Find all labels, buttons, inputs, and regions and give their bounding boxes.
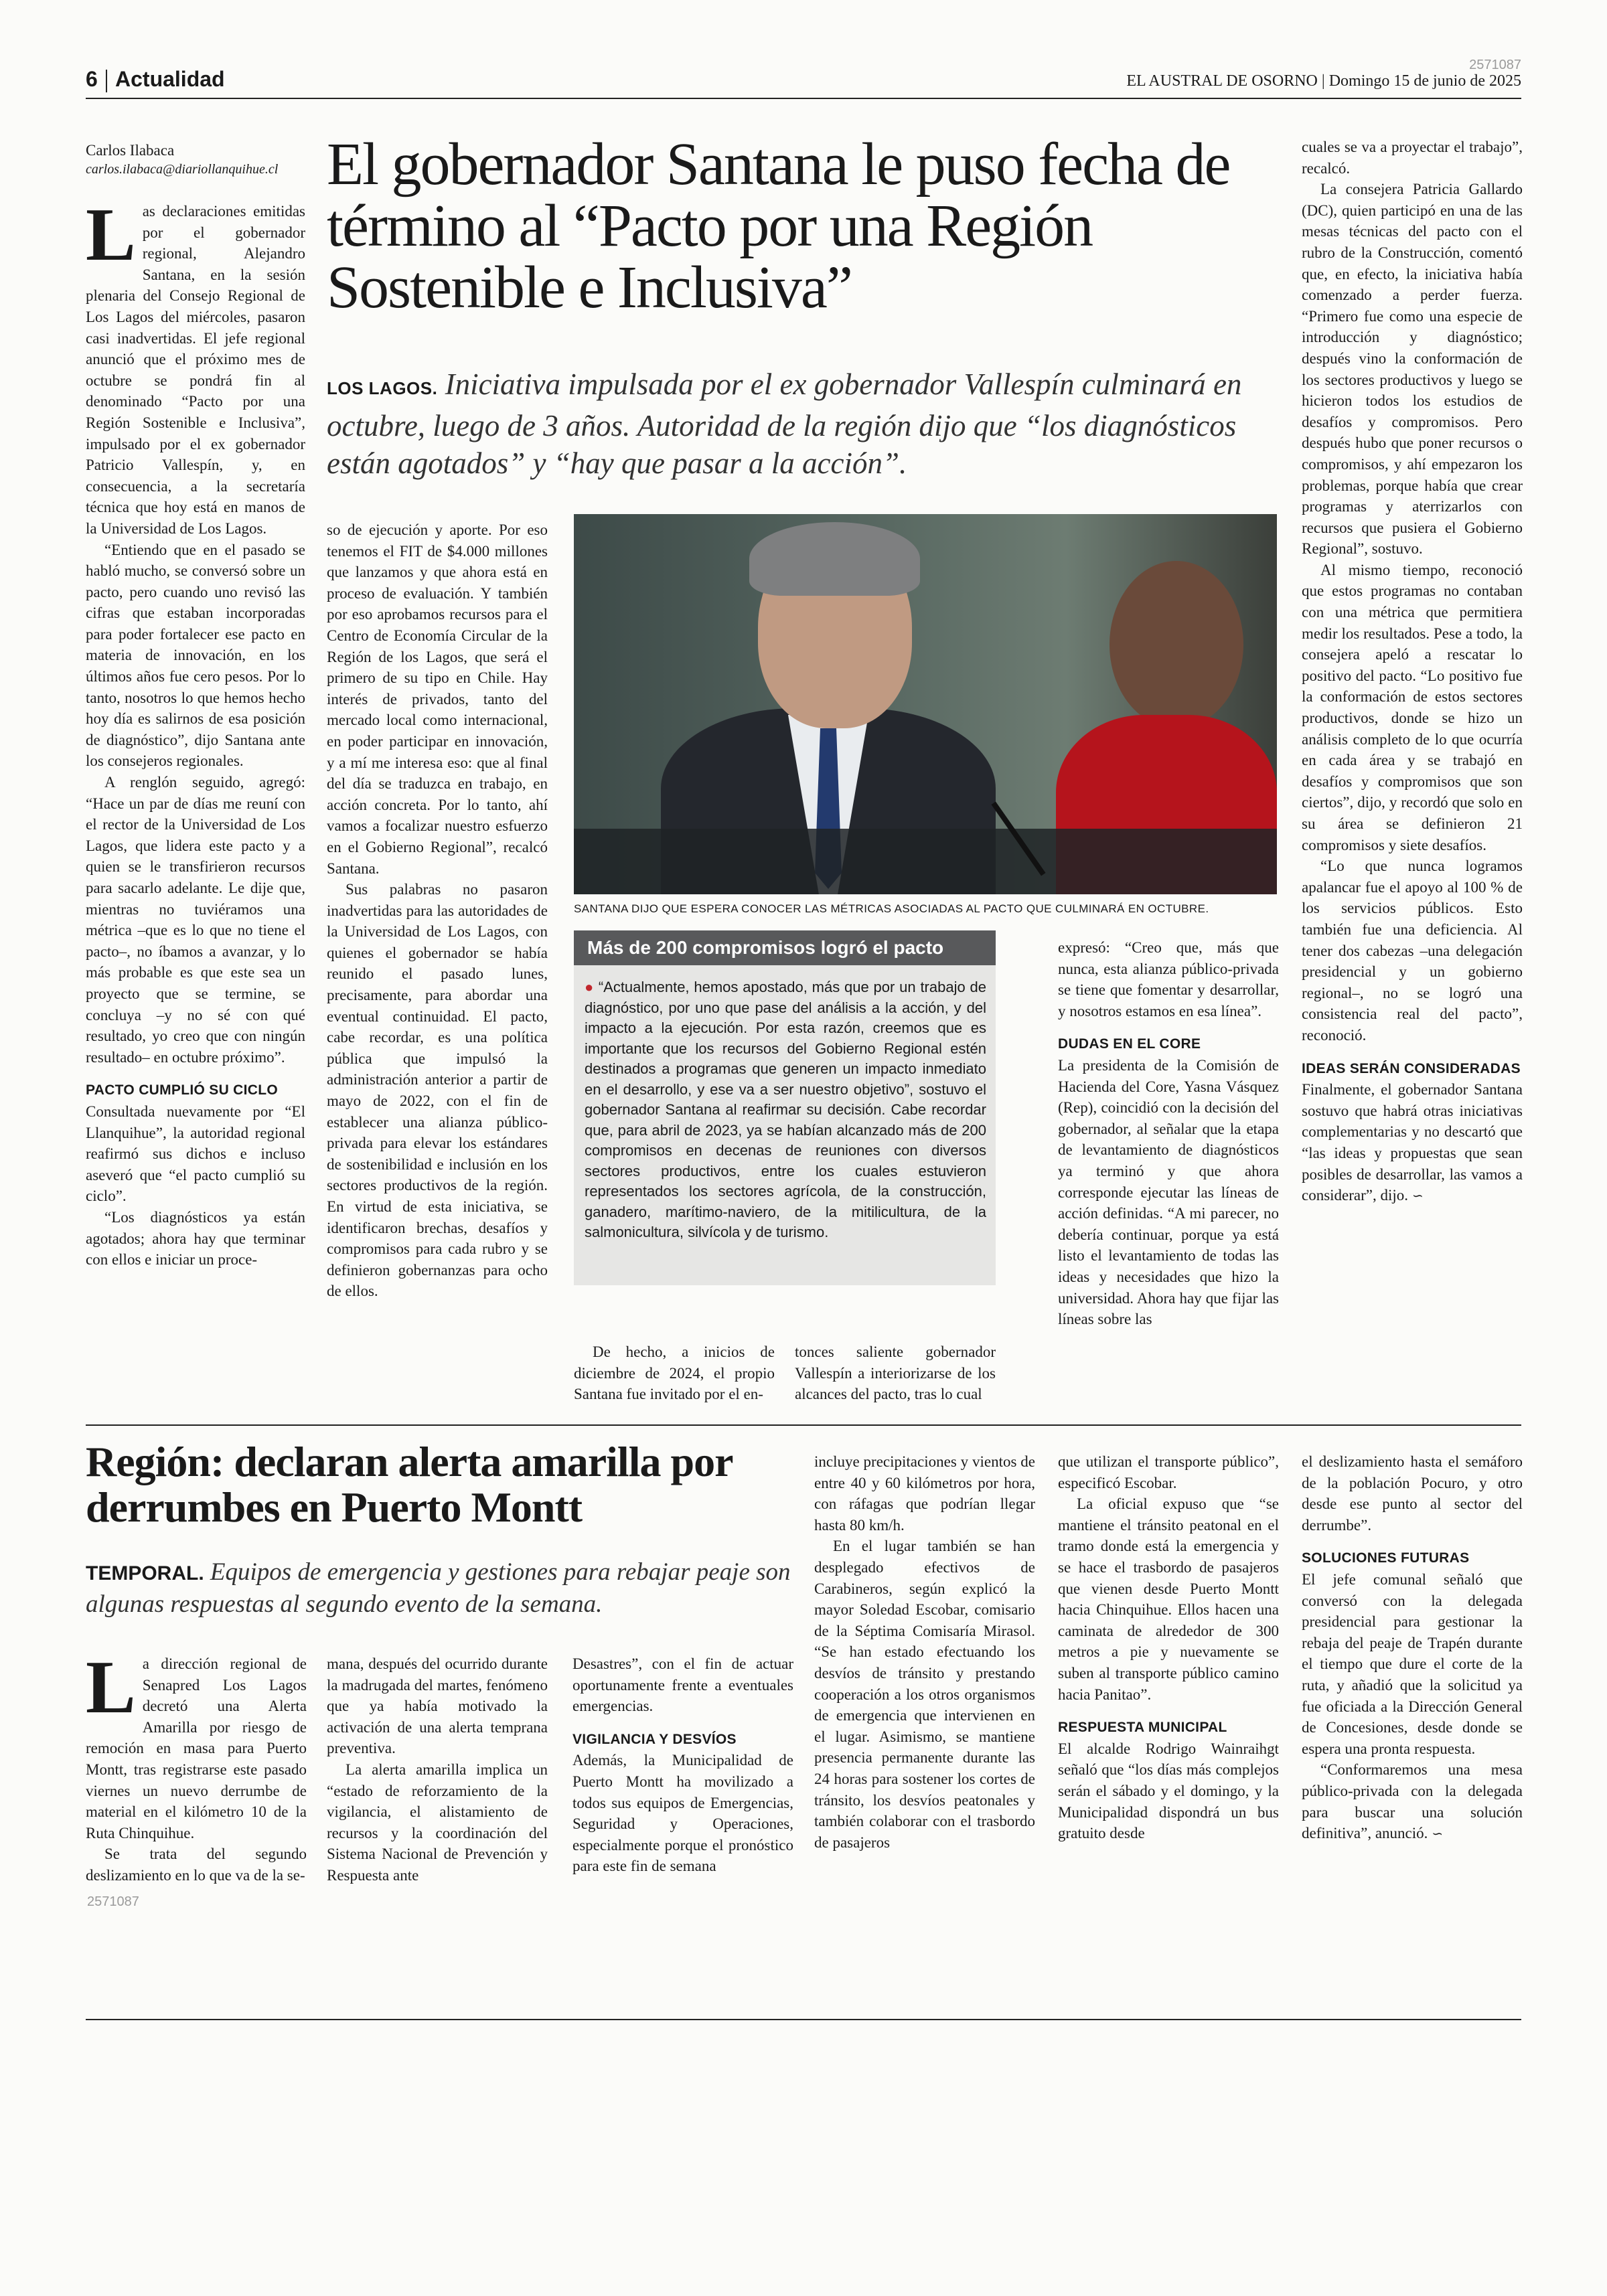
pub-separator: |	[1321, 72, 1329, 90]
paragraph: incluye precipitaciones y vientos de entre 40 y 60 kilómetros por hora, con ráfagas que podrían llegar hasta 80 km/h.	[814, 1453, 1035, 1534]
paragraph	[1302, 1759, 1523, 1844]
subhead-pacto-cumplio: PACTO CUMPLIÓ SU CICLO	[86, 1082, 278, 1098]
article-photo	[574, 514, 1277, 894]
subhead-dudas-core: DUDAS EN EL CORE	[1058, 1036, 1201, 1052]
article-separator-rule	[86, 1424, 1521, 1426]
article2-column-6	[1302, 1451, 1523, 1906]
article2-column-4	[814, 1451, 1035, 1906]
paragraph: Consultada nuevamente por “El Llanquihue”, la autoridad regional reafirmó sus dichos e incluso aseveró que “el pacto cumplió su ciclo”.	[86, 1102, 305, 1205]
paragraph: que utilizan el transporte público”, especificó Escobar.	[1058, 1453, 1279, 1491]
subhead-ideas-consideradas: IDEAS SERÁN CONSIDERADAS	[1302, 1060, 1521, 1076]
headline-second: Región: declaran alerta amarilla por derrumbes en Puerto Montt	[86, 1438, 733, 1531]
article2-column-3	[572, 1653, 793, 1908]
paragraph: Además, la Municipalidad de Puerto Montt ha movilizado a todos sus equipos de Emergencias, Seguridad y Operaciones, especialmente porque el pronóstico para este fin de semana	[572, 1752, 793, 1875]
publication-date: Domingo 15 de junio de 2025	[1328, 72, 1521, 90]
paragraph: “Entiendo que en el pasado se habló mucho, se conversó sobre un pacto, pero cuando uno revisó las cifras que estaban incorporadas para poder fortalecer ese pacto en materia de innovación, en los últimos años fue cero pesos. Por lo tanto, nosotros lo que hemos hecho hoy día es salirnos de esa posición de diagnóstico”, dijo Santana ante los consejeros regionales.	[86, 541, 305, 770]
header-separator	[106, 70, 107, 92]
sidebar-box-title: Más de 200 compromisos logró el pacto	[574, 930, 996, 965]
paragraph: Al mismo tiempo, reconoció que estos programas no contaban con una métrica que permitiera medir los resultados. Pese a todo, la consejera apeló a rescatar lo positivo del pacto. “Lo positivo fue la conformación de estos sectores productivos, donde se hizo un análisis completo de lo que ocurría en cada área y se trabajó en desafíos y compromisos que son ciertos”, dijo, y recordó que solo en su área se definieron 21 compromisos y siete desafíos.	[1302, 561, 1523, 853]
article2-column-1	[86, 1653, 307, 1894]
clip-id-top: 2571087	[1469, 58, 1521, 72]
lead-kicker: TEMPORAL.	[86, 1562, 204, 1584]
paragraph: De hecho, a inicios de diciembre de 2024, el propio Santana fue invitado por el en-	[574, 1343, 775, 1403]
article2-column-2	[327, 1653, 548, 1908]
paragraph: Sus palabras no pasaron inadvertidas para las autoridades de la Universidad de Los Lagos, con quienes el gobernador se había reunido el pasado lunes, precisamente, para abordar una eventual continuidad. El pacto, cabe recordar, es una política pública que impulsó la administración anterior a partir de mayo de 2022, con el fin de establecer una alianza público-privada para elevar los estándares de sostenibilidad e inclusión en los sectores productivos de la región. En virtud de esta iniciativa, se identificaron brechas, desafíos y compromisos para cada rubro y se definieron gobernanzas para ocho de ellos.	[327, 881, 548, 1300]
sidebar-box-paragraph: “Actualmente, hemos apostado, más que por un trabajo de diagnóstico, por uno que pase del análisis a la acción, y del impacto a la ejecución. Por esta razón, creemos que es importante que los recursos del Gobierno Regional estén destinados a programas que generen un impacto inmediato en el desarrollo, y ese va a ser nuestro objetivo”, sostuvo el gobernador Santana al reafirmar su decisión. Cabe recordar que, para abril de 2023, ya se habían alcanzado más de 200 compromisos en decenas de reuniones con diversos sectores productivos, entre los cuales estuvieron representados los sectores agrícola, de la construcción, ganadero, marítimo-naviero, de la mitilicultura, de la salmonicultura, silvícola y de turismo.	[585, 979, 986, 1240]
lead-main	[327, 365, 1278, 482]
lead-text: Iniciativa impulsada por el ex gobernador Vallespín culminará en octubre, luego de 3 años. Autoridad de la región dijo que “los diagnósticos están agotados” y “hay que pasar a la acción”.	[327, 367, 1242, 480]
headline-main: El gobernador Santana le puso fecha de término al “Pacto por una Región Sostenible e Inclusiva”	[327, 131, 1230, 321]
subhead-vigilancia: VIGILANCIA Y DESVÍOS	[572, 1731, 737, 1747]
paragraph: Las declaraciones emitidas por el gobernador regional, Alejandro Santana, en la sesión plenaria del Consejo Regional de Los Lagos del miércoles, pasaron casi inadvertidas. El jefe regional anunció que el próximo mes de octubre se pondrá fin al denominado “Pacto por una Región Sostenible e Inclusiva”, impulsado por el ex gobernador Patricio Vallespín, y, en consecuencia, a la secretaría técnica que hoy está en manos de la Universidad de Los Lagos.	[86, 201, 305, 537]
paragraph: El jefe comunal señaló que conversó con la delegada presidencial para gestionar la rebaja del peaje de Trapén durante el tiempo que dure el corte de la ruta, y añadió que la solicitud ya fue oficiada a la Dirección General de Concesiones, desde donde se espera una pronta respuesta.	[1302, 1570, 1523, 1757]
paragraph: Se trata del segundo deslizamiento en lo que va de la se-	[86, 1846, 307, 1884]
article2-column-5	[1058, 1451, 1279, 1906]
end-mark-icon: ∽	[1432, 1825, 1444, 1842]
article1-column-6	[1302, 137, 1523, 1408]
author-name: Carlos Ilabaca	[86, 142, 175, 159]
paragraph: La presidenta de la Comisión de Hacienda del Core, Yasna Vásquez (Rep), coincidió con la decisión del gobernador, al señalar que la etapa de levantamiento de diagnósticos ya terminó y que ahora corresponde ejecutar las líneas de acción definidas. “A mi parecer, no debería continuar, porque ya está listo el levantamiento de todas las ideas y necesidades que hizo la universidad. Ahora hay que fijar las líneas sobre las	[1058, 1056, 1279, 1328]
article1-column-2	[327, 519, 548, 1410]
paragraph: A renglón seguido, agregó: “Hace un par de días me reuní con el rector de la Universidad de Los Lagos, que lidera este pacto y a quien se le transfirieron recursos para sacarlo adelante. Le dije que, mientras no tuviéramos una métrica –que es lo que no tiene el pacto–, no íbamos a avanzar, y lo más probable es que este sea un proyecto que se termine, se concluya –y no sé con qué resultado, yo creo que con ningún resultado– en octubre próximo”.	[86, 774, 305, 1066]
paragraph: La consejera Patricia Gallardo (DC), quien participó en una de las mesas técnicas del pacto con el rubro de la Construcción, comentó que, en efecto, la iniciativa había comenzado a perder fuerza. “Primero fue como una especie de introducción y diagnóstico; después vino la conformación de los sectores productivos y luego se hicieron todos los estudios de desafíos y compromisos. Pero después hubo que poner recursos o compromisos, y ahí empezaron los problemas, porque había que crear programas y aterrizarlos con recursos que pusiera el Gobierno Regional”, sostuvo.	[1302, 181, 1523, 558]
paragraph: el deslizamiento hasta el semáforo de la población Pocuro, y otro desde ese punto al sector del derrumbe”.	[1302, 1453, 1523, 1534]
paragraph: La oficial expuso que “se mantiene el tránsito peatonal en el tramo donde está la emergencia y se hace el trasbordo de pasajeros que vienen desde Puerto Montt hacia Chinquihue. Ellos hacen una caminata de alrededor de 300 metros a pie y nuevamente se suben al transporte público camino hacia Panitao”.	[1058, 1495, 1279, 1703]
paragraph: “Los diagnósticos ya están agotados; ahora hay que terminar con ellos e iniciar un proce-	[86, 1208, 305, 1268]
author-email: carlos.ilabaca@diariollanquihue.cl	[86, 162, 279, 177]
paragraph	[1302, 1079, 1523, 1207]
paragraph: “Lo que nunca logramos apalancar fue el apoyo al 100 % de los servicios públicos. Esto también fue una deficiencia. Al tener dos cabezas –una delegación presidencial y un gobierno regional–, no se logró una consistencia real del pacto”, reconoció.	[1302, 857, 1523, 1044]
publication-line	[1126, 72, 1521, 90]
sidebar-box-text	[585, 977, 986, 1243]
lead-second	[86, 1557, 809, 1620]
paragraph: La alerta amarilla implica un “estado de reforzamiento de la vigilancia, el alistamiento de recursos y la coordinación del Sistema Nacional de Prevención y Respuesta ante	[327, 1760, 548, 1884]
section-name: Actualidad	[115, 67, 225, 91]
article1-column-1	[86, 201, 305, 1406]
page-number: 6	[86, 67, 98, 91]
paragraph: En el lugar también se han desplegado efectivos de Carabineros, según explicó la mayor Soledad Escobar, comisario de la Séptima Comisaría Mirasol. “Se han estado efectuando los desvíos de tránsito y prestando cooperación a los otros organismos de emergencia que intervienen en el lugar. Asimismo, se mantiene presencia permanente durante las 24 horas para sostener los cortes de tránsito, los desvíos peatonales y también colaborar con el trasbordo de pasajeros	[814, 1538, 1035, 1851]
photo-person-woman	[1109, 561, 1243, 728]
photo-hair	[749, 522, 920, 596]
footer-rule	[86, 2019, 1521, 2020]
photo-desk	[574, 829, 1277, 894]
paragraph: La dirección regional de Senapred Los Lagos decretó una Alerta Amarilla por riesgo de remoción en masa para Puerto Montt, tras registrarse este pasado viernes un nuevo derrumbe de material en el kilómetro 10 de la Ruta Chinquihue.	[86, 1653, 307, 1841]
paragraph: tonces saliente gobernador Vallespín a interiorizarse de los alcances del pacto, tras lo cual	[795, 1343, 996, 1403]
paragraph-text: “Conformaremos una mesa público-privada con la delegada para buscar una solución definitiva”, anunció.	[1302, 1761, 1523, 1842]
lead-text: Equipos de emergencia y gestiones para rebajar peaje son algunas respuestas al segundo evento de la semana.	[86, 1558, 791, 1618]
paragraph: Desastres”, con el fin de actuar oportunamente frente a eventuales emergencias.	[572, 1655, 793, 1715]
paragraph: so de ejecución y aporte. Por eso tenemos el FIT de $4.000 millones que lanzamos y que ahora está en proceso de evaluación. Y también por eso aprobamos recursos para el Centro de Economía Circular de la Región de los Lagos, que será el primero de su tipo en Chile. Hay interés de privados, tanto del mercado local como internacional, en poder participar en innovación, y a mí me interesa eso: que al final del día se traduzca en trabajo, en acción concreta. Por lo tanto, ahí vamos a focalizar nuestro esfuerzo en el Gobierno Regional”, recalcó Santana.	[327, 521, 548, 877]
paragraph: cuales se va a proyectar el trabajo”, recalcó.	[1302, 139, 1523, 177]
article1-column-5	[1058, 937, 1279, 1408]
paragraph-text: Finalmente, el gobernador Santana sostuvo que habrá otras iniciativas complementarias y no descartó que “las ideas y propuestas que sean posibles de desarrollar, las vamos a considerar”, dijo.	[1302, 1081, 1523, 1204]
clip-id-bottom: 2571087	[87, 1894, 139, 1909]
article1-column-3	[574, 1341, 775, 1408]
article1-column-4	[795, 1341, 996, 1408]
lead-kicker: LOS LAGOS.	[327, 378, 438, 398]
paragraph: mana, después del ocurrido durante la madrugada del martes, fenómeno que ya había motivado la activación de una alerta temprana preventiva.	[327, 1655, 548, 1757]
bullet-icon: ●	[585, 979, 599, 995]
end-mark-icon: ∽	[1412, 1187, 1424, 1204]
photo-caption: SANTANA DIJO QUE ESPERA CONOCER LAS MÉTRICAS ASOCIADAS AL PACTO QUE CULMINARÁ EN OCTUBRE.	[574, 902, 1209, 915]
paragraph: expresó: “Creo que, más que nunca, esta alianza público-privada se tiene que fomentar y desarrollar, y nosotros estamos en esa línea”.	[1058, 939, 1279, 1019]
subhead-respuesta-municipal: RESPUESTA MUNICIPAL	[1058, 1720, 1227, 1736]
publication-name: EL AUSTRAL DE OSORNO	[1126, 72, 1318, 90]
subhead-soluciones-futuras: SOLUCIONES FUTURAS	[1302, 1550, 1470, 1566]
paragraph: El alcalde Rodrigo Wainraihgt señaló que “los días más complejos serán el sábado y el domingo, y la Municipalidad dispondrá un bus gratuito desde	[1058, 1740, 1279, 1842]
header-rule	[86, 98, 1521, 99]
